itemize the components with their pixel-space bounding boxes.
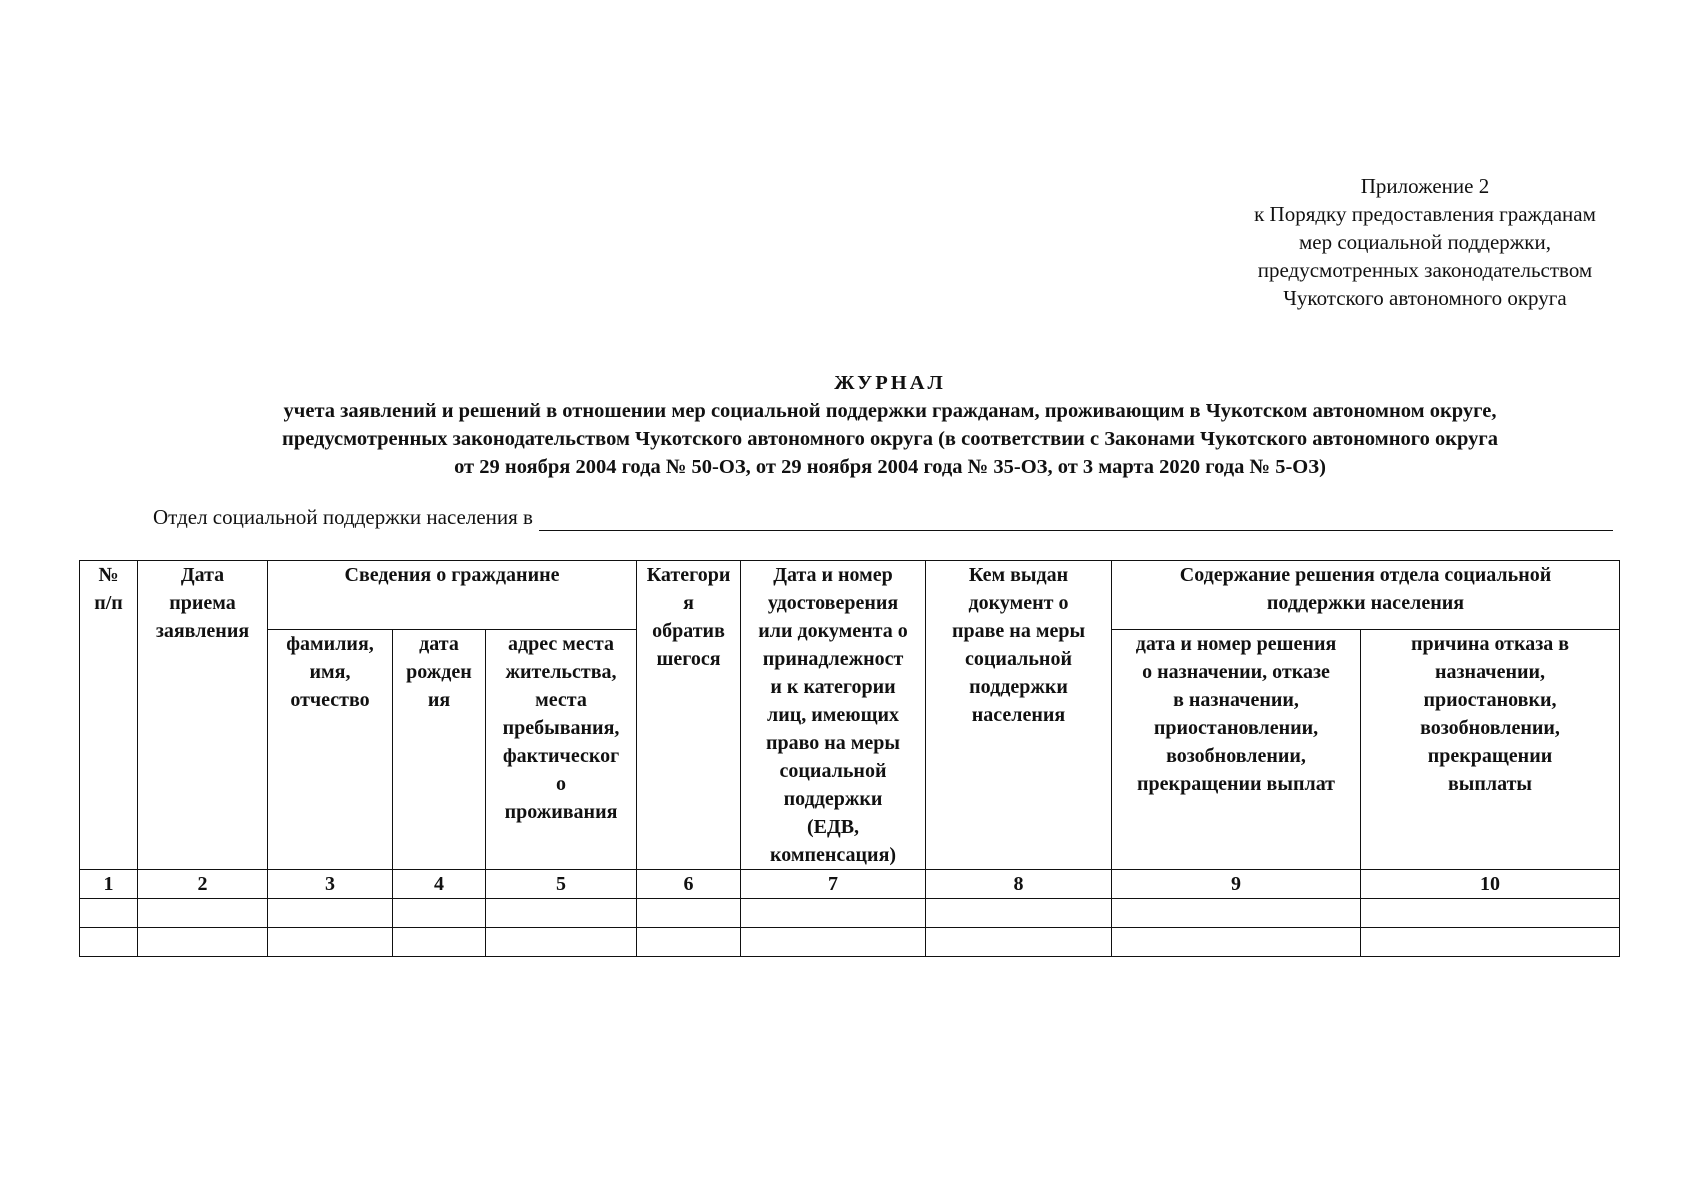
table-cell[interactable] bbox=[393, 899, 486, 928]
journal-table bbox=[79, 560, 1620, 957]
column-number: 3 bbox=[268, 870, 393, 899]
table-cell[interactable] bbox=[741, 928, 926, 957]
column-number: 10 bbox=[1361, 870, 1620, 899]
header-full-name: фамилия, имя, отчество bbox=[268, 630, 393, 870]
header-issued-by: Кем выдан документ о праве на меры социальной поддержки населения bbox=[926, 561, 1112, 870]
document-heading bbox=[80, 369, 1698, 481]
table-cell[interactable] bbox=[393, 928, 486, 957]
table-cell[interactable] bbox=[1112, 899, 1361, 928]
column-number-row bbox=[80, 870, 1620, 899]
header-decision-content: Содержание решения отдела социальной поддержки населения bbox=[1112, 561, 1620, 630]
table-cell[interactable] bbox=[268, 899, 393, 928]
department-line bbox=[153, 503, 1613, 531]
header-refusal-reason: причина отказа в назначении, приостановки, возобновлении, прекращении выплаты bbox=[1361, 630, 1620, 870]
header-birth-date: дата рожден ия bbox=[393, 630, 486, 870]
document-title: ЖУРНАЛ bbox=[834, 372, 946, 394]
table-cell[interactable] bbox=[926, 928, 1112, 957]
column-number: 1 bbox=[80, 870, 138, 899]
appendix-line: предусмотренных законодательством bbox=[1257, 258, 1593, 282]
header-row-top bbox=[80, 561, 1620, 630]
table-cell[interactable] bbox=[1112, 928, 1361, 957]
header-decision-date-number: дата и номер решения о назначении, отказе в назначении, приостановлении, возобновлении, прекращении выплат bbox=[1112, 630, 1361, 870]
table-cell[interactable] bbox=[268, 928, 393, 957]
header-number: № п/п bbox=[80, 561, 138, 870]
column-number: 8 bbox=[926, 870, 1112, 899]
table-cell[interactable] bbox=[138, 899, 268, 928]
header-receipt-date: Дата приема заявления bbox=[138, 561, 268, 870]
heading-line: учета заявлений и решений в отношении мер социальной поддержки гражданам, проживающим в Чукотском автономном округе, bbox=[283, 400, 1497, 422]
table-cell[interactable] bbox=[486, 899, 637, 928]
column-number: 9 bbox=[1112, 870, 1361, 899]
column-number: 4 bbox=[393, 870, 486, 899]
table-cell[interactable] bbox=[926, 899, 1112, 928]
column-number: 2 bbox=[138, 870, 268, 899]
column-number: 7 bbox=[741, 870, 926, 899]
table-cell[interactable] bbox=[80, 928, 138, 957]
table-row bbox=[80, 899, 1620, 928]
table-cell[interactable] bbox=[637, 928, 741, 957]
table-cell[interactable] bbox=[1361, 899, 1620, 928]
header-address: адрес места жительства, места пребывания, фактическог о проживания bbox=[486, 630, 637, 870]
header-certificate: Дата и номер удостоверения или документа о принадлежност и к категории лиц, имеющих право на меры социальной поддержки (ЕДВ, компенсация) bbox=[741, 561, 926, 870]
column-number: 5 bbox=[486, 870, 637, 899]
table-cell[interactable] bbox=[637, 899, 741, 928]
column-number: 6 bbox=[637, 870, 741, 899]
table-cell[interactable] bbox=[138, 928, 268, 957]
appendix-line: Чукотского автономного округа bbox=[1283, 286, 1567, 310]
table-cell[interactable] bbox=[741, 899, 926, 928]
appendix-note bbox=[1210, 172, 1640, 312]
table-cell[interactable] bbox=[486, 928, 637, 957]
table-cell[interactable] bbox=[1361, 928, 1620, 957]
heading-line: предусмотренных законодательством Чукотского автономного округа (в соответствии с Законами Чукотского автономного округа bbox=[282, 428, 1498, 450]
appendix-line: к Порядку предоставления гражданам bbox=[1254, 202, 1596, 226]
table-row bbox=[80, 928, 1620, 957]
heading-line: от 29 ноября 2004 года № 50-ОЗ, от 29 ноября 2004 года № 35-ОЗ, от 3 марта 2020 года № 5-ОЗ) bbox=[454, 456, 1326, 478]
header-category: Категори я обратив шегося bbox=[637, 561, 741, 870]
department-fill-line[interactable] bbox=[539, 508, 1613, 531]
header-citizen-info: Сведения о гражданине bbox=[268, 561, 637, 630]
appendix-line: Приложение 2 bbox=[1360, 174, 1490, 198]
appendix-line: мер социальной поддержки, bbox=[1299, 230, 1551, 254]
table-cell[interactable] bbox=[80, 899, 138, 928]
department-label: Отдел социальной поддержки населения в bbox=[153, 505, 533, 529]
